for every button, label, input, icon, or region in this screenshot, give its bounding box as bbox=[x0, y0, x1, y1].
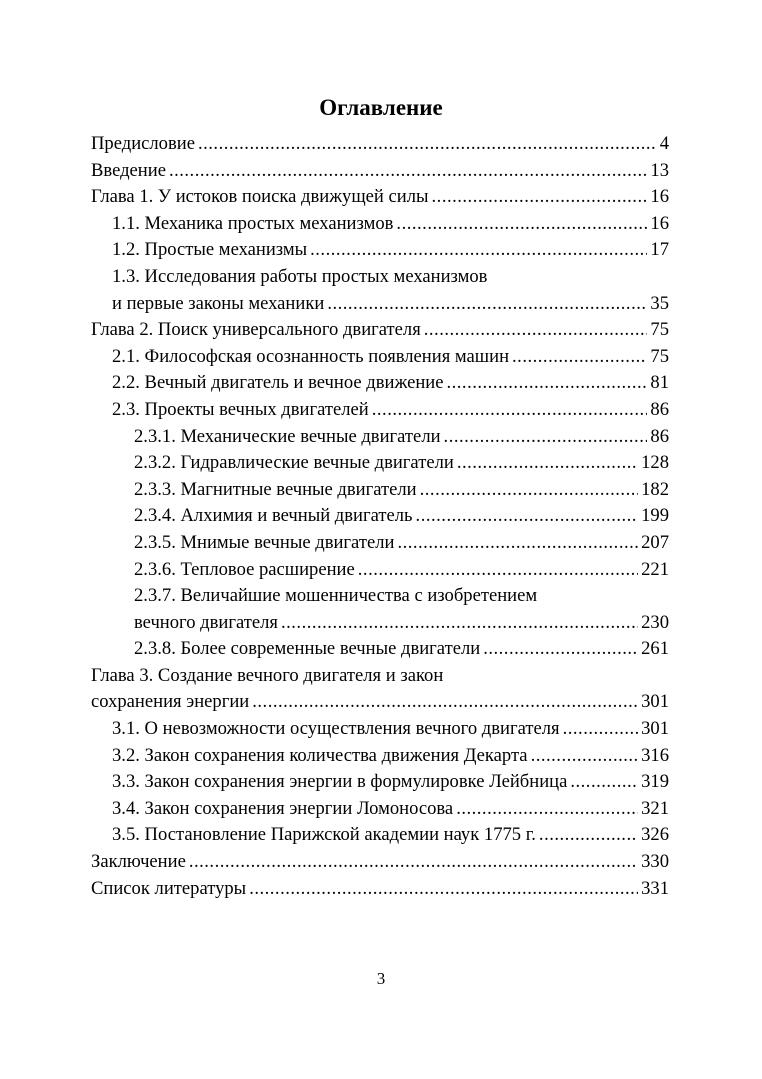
toc-entry-title: 3.2. Закон сохранения количества движения Декарта bbox=[112, 744, 528, 766]
toc-entry[interactable] bbox=[91, 370, 669, 397]
toc-entry-page: 319 bbox=[641, 771, 669, 793]
dot-leader bbox=[396, 211, 647, 238]
toc-entry[interactable] bbox=[91, 849, 669, 876]
toc-entry[interactable] bbox=[91, 876, 669, 903]
toc-entry-page: 331 bbox=[641, 877, 669, 899]
toc-entry[interactable] bbox=[91, 397, 669, 424]
toc-entry-page: 326 bbox=[641, 824, 669, 846]
toc-entry-title: 2.3. Проекты вечных двигателей bbox=[112, 398, 369, 420]
toc-entry-page: 86 bbox=[650, 425, 669, 447]
toc-entry[interactable] bbox=[91, 796, 669, 823]
toc-entry-page: 316 bbox=[641, 744, 669, 766]
toc-entry-page: 207 bbox=[641, 531, 669, 553]
toc-entry-title: сохранения энергии bbox=[91, 691, 250, 713]
toc-entry-title: и первые законы механики bbox=[112, 292, 325, 314]
toc-entry[interactable] bbox=[91, 503, 669, 530]
toc-entry-page: 4 bbox=[659, 133, 669, 154]
dot-leader bbox=[483, 636, 638, 663]
toc-entry-page: 17 bbox=[650, 239, 669, 261]
dot-leader bbox=[198, 131, 657, 158]
toc-entry-title: вечного двигателя bbox=[134, 611, 278, 633]
dot-leader bbox=[512, 344, 647, 371]
toc-entry-page: 330 bbox=[641, 851, 669, 873]
dot-leader bbox=[310, 237, 647, 264]
dot-leader bbox=[456, 796, 638, 823]
toc-entry-title: 2.2. Вечный двигатель и вечное движение bbox=[112, 372, 444, 394]
toc-entry[interactable] bbox=[91, 184, 669, 211]
dot-leader bbox=[424, 317, 648, 344]
toc-entry-title: 1.2. Простые механизмы bbox=[112, 239, 308, 261]
toc-entry-title: 3.3. Закон сохранения энергии в формулировке Лейбница bbox=[112, 771, 568, 793]
toc-entry[interactable] bbox=[91, 158, 669, 185]
toc-entry-title: 2.3.6. Тепловое расширение bbox=[134, 558, 355, 580]
toc-entry-title: 2.3.4. Алхимия и вечный двигатель bbox=[134, 505, 413, 527]
toc-entry-page: 16 bbox=[650, 186, 669, 208]
toc-entry[interactable] bbox=[91, 477, 669, 504]
toc-entry[interactable] bbox=[91, 557, 669, 584]
toc-entry[interactable] bbox=[91, 237, 669, 264]
toc-entry[interactable] bbox=[91, 264, 669, 317]
toc-entry-title: 2.3.2. Гидравлические вечные двигатели bbox=[134, 452, 454, 474]
toc-entry-title: Глава 3. Создание вечного двигателя и закон bbox=[91, 664, 444, 686]
page-title: Оглавление bbox=[319, 95, 443, 120]
dot-leader bbox=[416, 503, 639, 530]
toc-entry-title: 2.1. Философская осознанность появления машин bbox=[112, 345, 510, 367]
toc-entry[interactable] bbox=[91, 424, 669, 451]
toc-entry-page: 221 bbox=[641, 558, 669, 580]
toc-entry-title: 2.3.7. Величайшие мошенничества с изобретением bbox=[134, 585, 538, 607]
toc-entry-page: 13 bbox=[650, 159, 669, 181]
toc-entry[interactable] bbox=[91, 663, 669, 716]
toc-entry-title: Введение bbox=[91, 159, 166, 181]
toc-entry-page: 230 bbox=[641, 611, 669, 633]
toc-entry[interactable] bbox=[91, 211, 669, 238]
toc-entry[interactable] bbox=[91, 344, 669, 371]
dot-leader bbox=[169, 158, 647, 185]
dot-leader bbox=[372, 397, 648, 424]
toc-entry-page: 86 bbox=[650, 398, 669, 420]
toc-entry[interactable] bbox=[91, 822, 669, 849]
toc-entry-page: 182 bbox=[641, 478, 669, 500]
dot-leader bbox=[358, 557, 638, 584]
toc-entry-title: Глава 1. У истоков поиска движущей силы bbox=[91, 186, 429, 208]
toc-entry-page: 199 bbox=[641, 505, 669, 527]
dot-leader bbox=[457, 450, 638, 477]
toc-entry-title: 3.4. Закон сохранения энергии Ломоносова bbox=[112, 797, 454, 819]
dot-leader bbox=[563, 716, 639, 743]
dot-leader bbox=[281, 610, 638, 637]
dot-leader bbox=[570, 769, 638, 796]
toc-entry[interactable] bbox=[91, 530, 669, 557]
dot-leader bbox=[327, 291, 647, 318]
dot-leader bbox=[249, 876, 638, 903]
page-number: 3 bbox=[376, 969, 386, 988]
toc-entry-title: Предисловие bbox=[91, 133, 195, 154]
toc-entry-page: 261 bbox=[641, 638, 669, 660]
toc-entry-title: 2.3.3. Магнитные вечные двигатели bbox=[134, 478, 417, 500]
toc-entry-title: 3.5. Постановление Парижской академии наук 1775 г. bbox=[112, 824, 536, 846]
dot-leader bbox=[432, 184, 648, 211]
toc-entry-title: 2.3.8. Более современные вечные двигатели bbox=[134, 638, 481, 660]
toc-entry[interactable] bbox=[91, 317, 669, 344]
dot-leader bbox=[189, 849, 638, 876]
dot-leader bbox=[531, 743, 639, 770]
toc-entry-title: 1.3. Исследования работы простых механизмов bbox=[112, 265, 488, 287]
toc-entry[interactable] bbox=[91, 131, 669, 158]
toc-entry-title: Глава 2. Поиск универсального двигателя bbox=[91, 319, 421, 341]
toc-entry-title: 2.3.1. Механические вечные двигатели bbox=[134, 425, 441, 447]
dot-leader bbox=[444, 424, 648, 451]
toc-entry-title: 3.1. О невозможности осуществления вечного двигателя bbox=[112, 718, 560, 740]
toc-entry-title: Список литературы bbox=[91, 877, 247, 899]
toc-entry-page: 35 bbox=[650, 292, 669, 314]
toc-entry[interactable] bbox=[91, 583, 669, 636]
table-of-contents bbox=[91, 131, 669, 902]
toc-entry-page: 301 bbox=[641, 718, 669, 740]
toc-entry-title: 2.3.5. Мнимые вечные двигатели bbox=[134, 531, 395, 553]
dot-leader bbox=[252, 689, 638, 716]
toc-entry[interactable] bbox=[91, 636, 669, 663]
toc-entry-page: 75 bbox=[650, 345, 669, 367]
dot-leader bbox=[446, 370, 647, 397]
dot-leader bbox=[539, 822, 638, 849]
toc-entry-page: 301 bbox=[641, 691, 669, 713]
toc-entry-page: 81 bbox=[650, 372, 669, 394]
toc-entry[interactable] bbox=[91, 450, 669, 477]
toc-entry[interactable] bbox=[91, 769, 669, 796]
toc-entry-title: Заключение bbox=[91, 851, 186, 873]
toc-entry[interactable] bbox=[91, 716, 669, 743]
dot-leader bbox=[420, 477, 638, 504]
toc-entry[interactable] bbox=[91, 743, 669, 770]
toc-entry-page: 16 bbox=[650, 212, 669, 234]
toc-entry-page: 128 bbox=[641, 452, 669, 474]
toc-entry-page: 321 bbox=[641, 797, 669, 819]
toc-entry-title: 1.1. Механика простых механизмов bbox=[112, 212, 394, 234]
dot-leader bbox=[397, 530, 638, 557]
toc-entry-page: 75 bbox=[650, 319, 669, 341]
